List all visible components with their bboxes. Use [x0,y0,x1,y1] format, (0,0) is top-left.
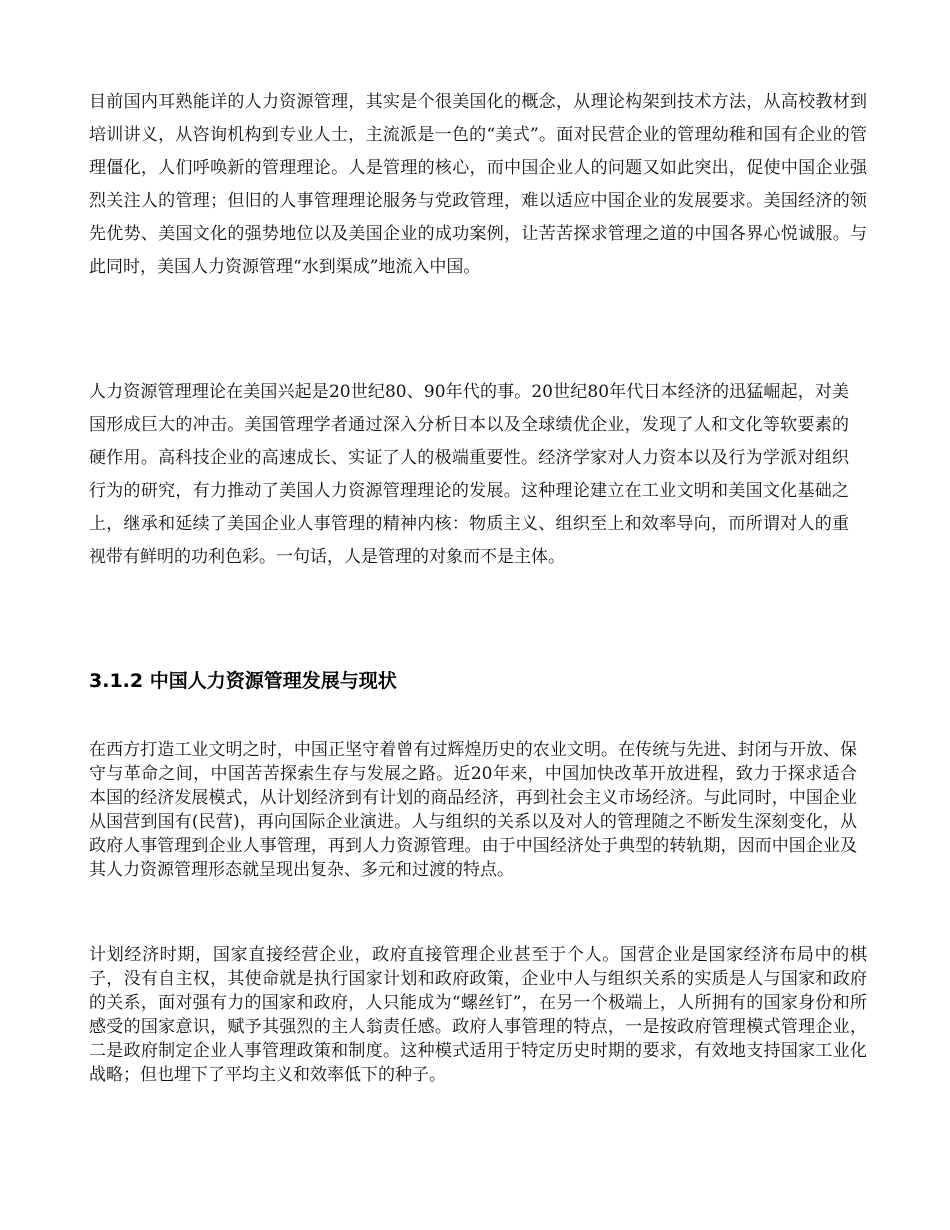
section-heading: 3.1.2 中国人力资源管理发展与现状 [89,670,397,692]
paragraph-american-hrm-concept: 目前国内耳熟能详的人力资源管理，其实是个很美国化的概念，从理论构架到技术方法，从高校教材到培训讲义，从咨询机构到专业人士，主流派是一色的“美式”。面对民营企业的管理幼稚和国有企业的管理僵化，人们呼唤新的管理理论。人是管理的核心，而中国企业人的问题又如此突出，促使中国企业强烈关注人的管理；但旧的人事管理理论服务与党政管理，难以适应中国企业的发展要求。美国经济的领先优势、美国文化的强势地位以及美国企业的成功案例，让苦苦探求管理之道的中国各界心悦诚服。与此同时，美国人力资源管理“水到渠成”地流入中国。 [89,92,867,277]
paragraph-planned-economy: 计划经济时期，国家直接经营企业，政府直接管理企业甚至于个人。国营企业是国家经济布局中的棋子，没有自主权，其使命就是执行国家计划和政府政策，企业中人与组织关系的实质是人与国家和政府的关系，面对强有力的国家和政府，人只能成为“螺丝钉”，在另一个极端上，人所拥有的国家身份和所感受的国家意识，赋予其强烈的主人翁责任感。政府人事管理的特点，一是按政府管理模式管理企业，二是政府制定企业人事管理政策和制度。这种模式适用于特定历史时期的要求，有效地支持国家工业化战略；但也埋下了平均主义和效率低下的种子。 [89,945,867,1085]
paragraph-china-transition: 在西方打造工业文明之时，中国正坚守着曾有过辉煌历史的农业文明。在传统与先进、封闭与开放、保守与革命之间，中国苦苦探索生存与发展之路。近20年来，中国加快改革开放进程，致力于探求适合本国的经济发展模式，从计划经济到有计划的商品经济，再到社会主义市场经济。与此同时，中国企业从国营到国有(民营)，再向国际企业演进。人与组织的关系以及对人的管理随之不断发生深刻变化，从政府人事管理到企业人事管理，再到人力资源管理。由于中国经济处于典型的转轨期，因而中国企业及其人力资源管理形态就呈现出复杂、多元和过渡的特点。 [89,740,857,880]
paragraph-hrm-rise-in-usa: 人力资源管理理论在美国兴起是20世纪80、90年代的事。20世纪80年代日本经济的迅猛崛起，对美国形成巨大的冲击。美国管理学者通过深入分析日本以及全球绩优企业，发现了人和文化等软要素的硬作用。高科技企业的高速成长、实证了人的极端重要性。经济学家对人力资本以及行为学派对组织行为的研究，有力推动了美国人力资源管理理论的发展。这种理论建立在工业文明和美国文化基础之上，继承和延续了美国企业人事管理的精神内核：物质主义、组织至上和效率导向，而所谓对人的重视带有鲜明的功利色彩。一句话，人是管理的对象而不是主体。 [89,382,849,567]
